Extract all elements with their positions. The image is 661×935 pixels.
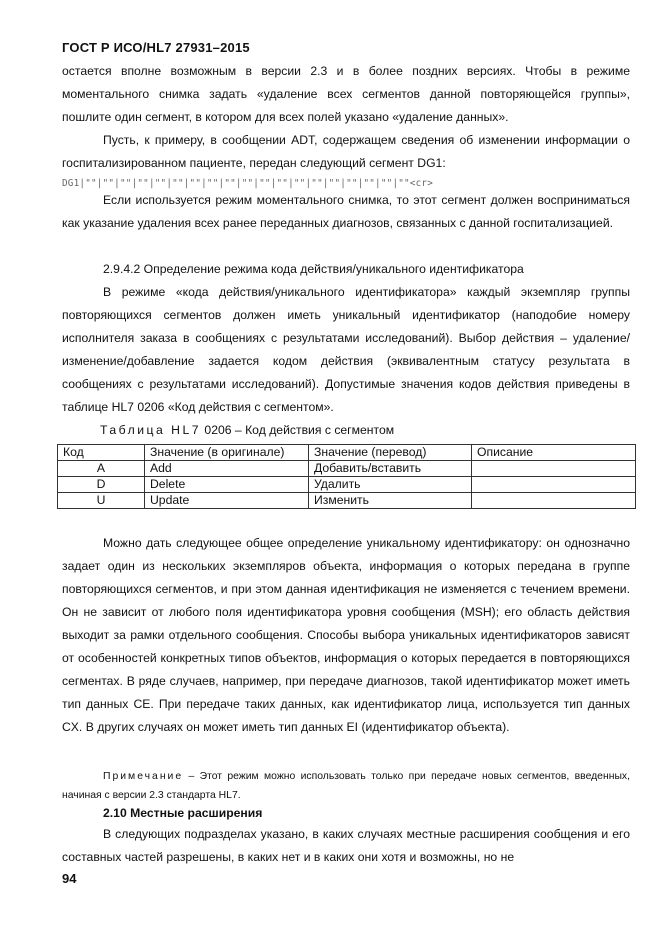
table-cell-code: A: [58, 461, 145, 477]
table-caption-label: Таблица HL7: [100, 423, 202, 437]
table-row: [58, 461, 636, 477]
note: [62, 767, 630, 805]
paragraph-adt-example: Пусть, к примеру, в сообщении ADT, содержащем сведения об изменении информации о госпитализированном пациенте, передан следующий сегмент DG1:: [62, 133, 630, 170]
dg1-segment-code: DG1|""|""|""|""|""|""|""|""|""|""|""|""|""|""|""|""|""|""|""<cr>: [62, 178, 434, 189]
paragraph-snapshot-interpretation: Если используется режим моментального снимка, то этот сегмент должен восприниматься как указание удаления всех ранее переданных диагнозов, связанных с данной госпитализацией.: [62, 193, 630, 230]
table-cell-original: Delete: [145, 477, 309, 493]
table-header-description: Описание: [472, 445, 636, 461]
table-caption-title: 0206 – Код действия с сегментом: [204, 423, 395, 437]
table-cell-description: [472, 461, 636, 477]
table-header-translation: Значение (перевод): [309, 445, 472, 461]
table-row: [58, 477, 636, 493]
table-cell-description: [472, 477, 636, 493]
table-cell-translation: Изменить: [309, 493, 472, 509]
table-cell-translation: Добавить/вставить: [309, 461, 472, 477]
paragraph-action-code-mode: В режиме «кода действия/уникального идентификатора» каждый экземпляр группы повторяющихся сегментов должен иметь уникальный идентификатор (наподобие номеру исполнителя заказа в сообщениях с результатами исследований). Выбор действия – удаление/изменение/добавление задается кодом действия (эквивалентным статусу результата в сообщениях с результатами исследований). Допустимые значения кодов действия приведены в таблице HL7 0206 «Код действия с сегментом».: [62, 285, 630, 414]
table-header-code: Код: [58, 445, 145, 461]
table-header-original: Значение (в оригинале): [145, 445, 309, 461]
paragraph-unique-identifier: Можно дать следующее общее определение уникальному идентификатору: он однозначно задает один из нескольких экземпляров объекта, информация о которых передана в группе повторяющихся сегментов, и при этом данная идентификация не изменяется с течением времени. Он не зависит от любого поля идентификатора уровня сообщения (MSH); его область действия выходит за рамки отдельного сообщения. Способы выбора уникальных идентификаторов зависят от особенностей конкретных типов объектов, информация о которых передается в повторяющихся сегментах. В ряде случаев, например, при передаче диагнозов, такой идентификатор может иметь тип данных CE. При передаче таких данных, как идентификатор лица, используется тип данных CX. В других случаях он может иметь тип данных EI (идентификатор объекта).: [62, 536, 630, 734]
table-cell-original: Update: [145, 493, 309, 509]
table-caption: [100, 423, 394, 437]
note-text: – Этот режим можно использовать только при передаче новых сегментов, введенных, начиная с версии 2.3 стандарта HL7.: [62, 771, 630, 801]
table-row: [58, 493, 636, 509]
table-cell-code: U: [58, 493, 145, 509]
note-label: Примечание: [103, 771, 184, 782]
table-cell-original: Add: [145, 461, 309, 477]
paragraph-snapshot-delete: остается вполне возможным в версии 2.3 и в более поздних версиях. Чтобы в режиме моментального снимка задать «удаление всех сегментов данной повторяющейся группы», пошлите один сегмент, в котором для всех полей указано «удаление данных».: [62, 64, 630, 124]
table-cell-code: D: [58, 477, 145, 493]
page-number: 94: [62, 871, 77, 886]
paragraph-local-extensions: В следующих подразделах указано, в каких случаях местные расширения сообщения и его составных частей разрешены, в каких нет и в каких они хотя и возможны, но не: [62, 827, 630, 864]
table-cell-translation: Удалить: [309, 477, 472, 493]
section-heading-2-9-4-2: 2.9.4.2 Определение режима кода действия/уникального идентификатора: [103, 262, 524, 276]
table-header-row: [58, 445, 636, 461]
document-header: ГОСТ Р ИСО/HL7 27931–2015: [62, 40, 250, 55]
table-cell-description: [472, 493, 636, 509]
action-code-table: [57, 444, 636, 509]
section-heading-2-10: 2.10 Местные расширения: [103, 806, 263, 820]
